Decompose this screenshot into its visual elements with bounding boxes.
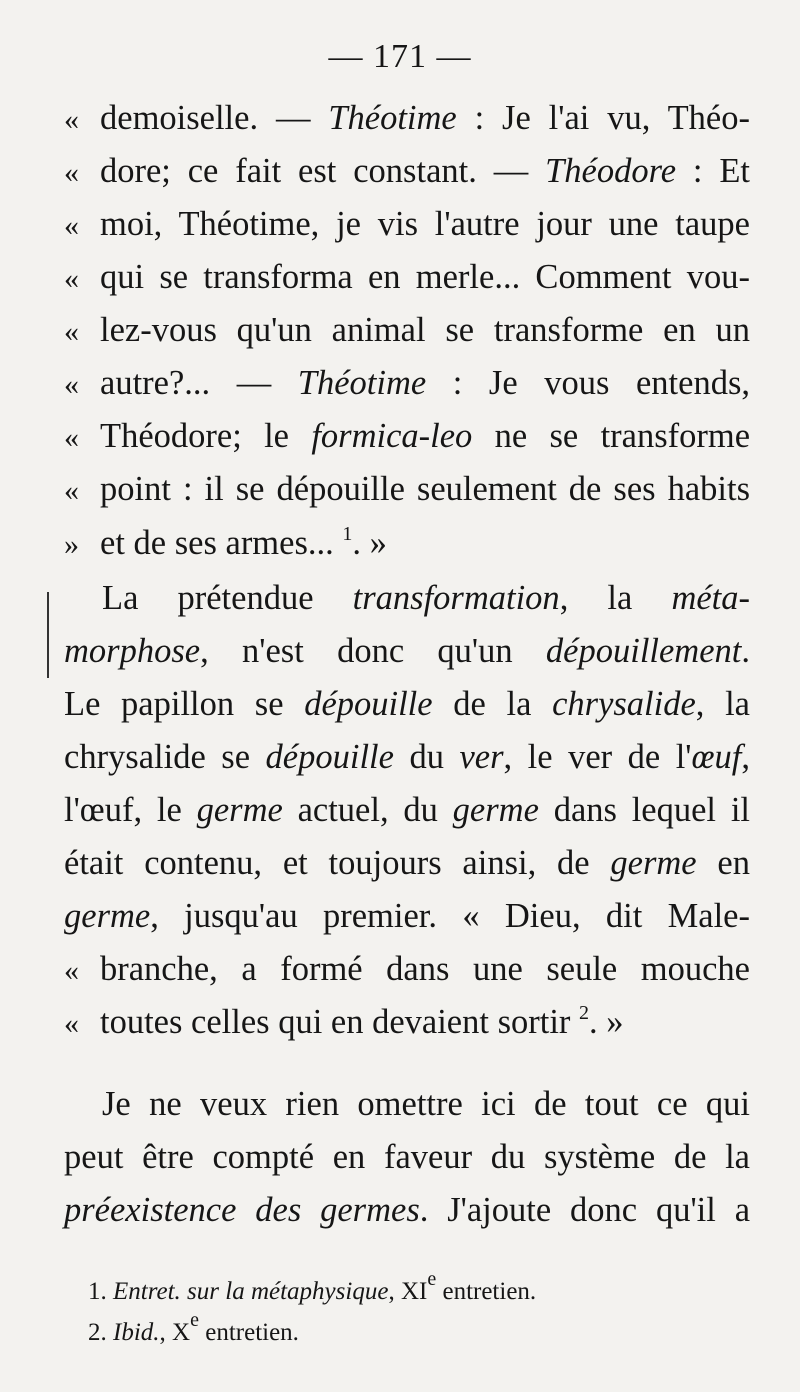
quote-guillemet: « [64,103,79,136]
italic-text: œuf [691,738,742,776]
text-segment: 1. [88,1278,113,1305]
text-segment: . J'ajoute donc qu'il a [419,1191,751,1229]
text-segment: entretien. [436,1278,537,1305]
text-line [64,1002,750,1042]
text-segment: , la [559,579,672,617]
text-segment: entretien. [198,1319,299,1346]
quote-guillemet: « [64,474,79,507]
quote-guillemet: « [64,954,79,987]
footnote [88,1309,750,1348]
quote-guillemet: « [64,156,79,189]
text-segment: chrysalide se [64,738,266,776]
text-segment: Théodore; le [100,417,312,455]
text-line [64,310,750,350]
quote-guillemet: « [64,1007,79,1040]
superscript: 1 [342,523,353,545]
superscript: e [427,1268,437,1290]
quote-guillemet: « [64,368,79,401]
quote-guillemet: « [64,262,79,295]
text-segment: : Je vous entends, [426,364,751,402]
text-segment: branche, a formé dans une seule mouche [100,950,750,988]
quote-guillemet: « [64,315,79,348]
text-line [64,790,750,830]
italic-text: méta- [671,579,750,617]
italic-text: germe [196,791,283,829]
italic-text: morphose [64,632,201,670]
text-line [64,151,750,191]
italic-text: dépouille [265,738,394,776]
text-line [102,1084,750,1124]
superscript: e [190,1309,199,1331]
text-line [64,737,750,777]
italic-text: formica-leo [311,417,473,455]
text-segment: autre?... — [100,364,298,402]
italic-text: dépouillement [545,632,742,670]
text-line [64,98,750,138]
text-segment: lez-vous qu'un animal se transforme en un [100,311,750,349]
text-segment: dore; ce fait est constant. — [100,152,546,190]
italic-text: germe [610,844,697,882]
text-segment: et de ses armes... [100,524,343,562]
text-line [64,1190,750,1230]
text-line [64,257,750,297]
text-line [64,684,750,724]
text-segment: : Et [676,152,750,190]
text-segment: , le ver de l' [503,738,692,776]
text-segment: , [741,738,751,776]
text-line [64,416,750,456]
italic-text: ver [459,738,504,776]
text-segment: toutes celles qui en devaient sortir [100,1003,580,1041]
text-line [64,363,750,403]
text-line [64,204,750,244]
quote-guillemet: « [64,209,79,242]
text-segment: de la [432,685,553,723]
text-segment: actuel, du [282,791,453,829]
italic-text: germe [64,897,151,935]
text-line [64,896,750,936]
text-line [64,469,750,509]
text-line [64,843,750,883]
superscript: 2 [579,1002,590,1024]
text-line [102,578,750,618]
text-segment: dans lequel il [538,791,750,829]
text-segment: , XI [388,1278,428,1305]
italic-text: Théodore [545,152,677,190]
italic-text: chrysalide [552,685,696,723]
text-segment: . » [352,524,387,562]
text-segment: en [696,844,750,882]
italic-text: Théotime [297,364,427,402]
margin-pencil-mark [47,592,49,678]
text-segment: 2. [88,1319,113,1346]
page-number: — 171 — [328,38,472,75]
text-line [64,949,750,989]
text-segment: . [741,632,750,670]
text-segment: , la [695,685,750,723]
text-segment: , jusqu'au premier. « Dieu, dit Male- [150,897,750,935]
text-segment: point : il se dépouille seulement de ses habits [100,470,750,508]
quote-guillemet: « [64,421,79,454]
footnote [88,1268,750,1307]
text-segment: Je ne veux rien omettre ici de tout ce qui [102,1085,750,1123]
text-segment: Le papillon se [64,685,305,723]
italic-text: Ibid. [113,1319,160,1346]
text-segment: : Je l'ai vu, Théo- [456,99,750,137]
text-segment: moi, Théotime, je vis l'autre jour une taupe [100,205,750,243]
text-segment: demoiselle. — [100,99,329,137]
italic-text: Théotime [328,99,457,137]
italic-text: transformation [352,579,560,617]
text-line [64,523,750,563]
text-segment: La prétendue [102,579,353,617]
text-segment: , n'est donc qu'un [200,632,546,670]
italic-text: Entret. sur la métaphysique [113,1278,389,1305]
text-segment: . » [589,1003,624,1041]
quote-guillemet: » [64,528,79,561]
text-segment: , X [159,1319,191,1346]
text-line [64,1137,750,1177]
text-segment: du [393,738,460,776]
text-segment: l'œuf, le [64,791,197,829]
italic-text: germe [452,791,539,829]
italic-text: dépouille [304,685,433,723]
text-segment: était contenu, et toujours ainsi, de [64,844,611,882]
text-segment: qui se transforma en merle... Comment vou- [100,258,750,296]
text-segment: peut être compté en faveur du système de la [64,1138,750,1176]
text-segment: ne se transforme [472,417,751,455]
italic-text: préexistence des germes [64,1191,420,1229]
text-line [64,631,750,671]
